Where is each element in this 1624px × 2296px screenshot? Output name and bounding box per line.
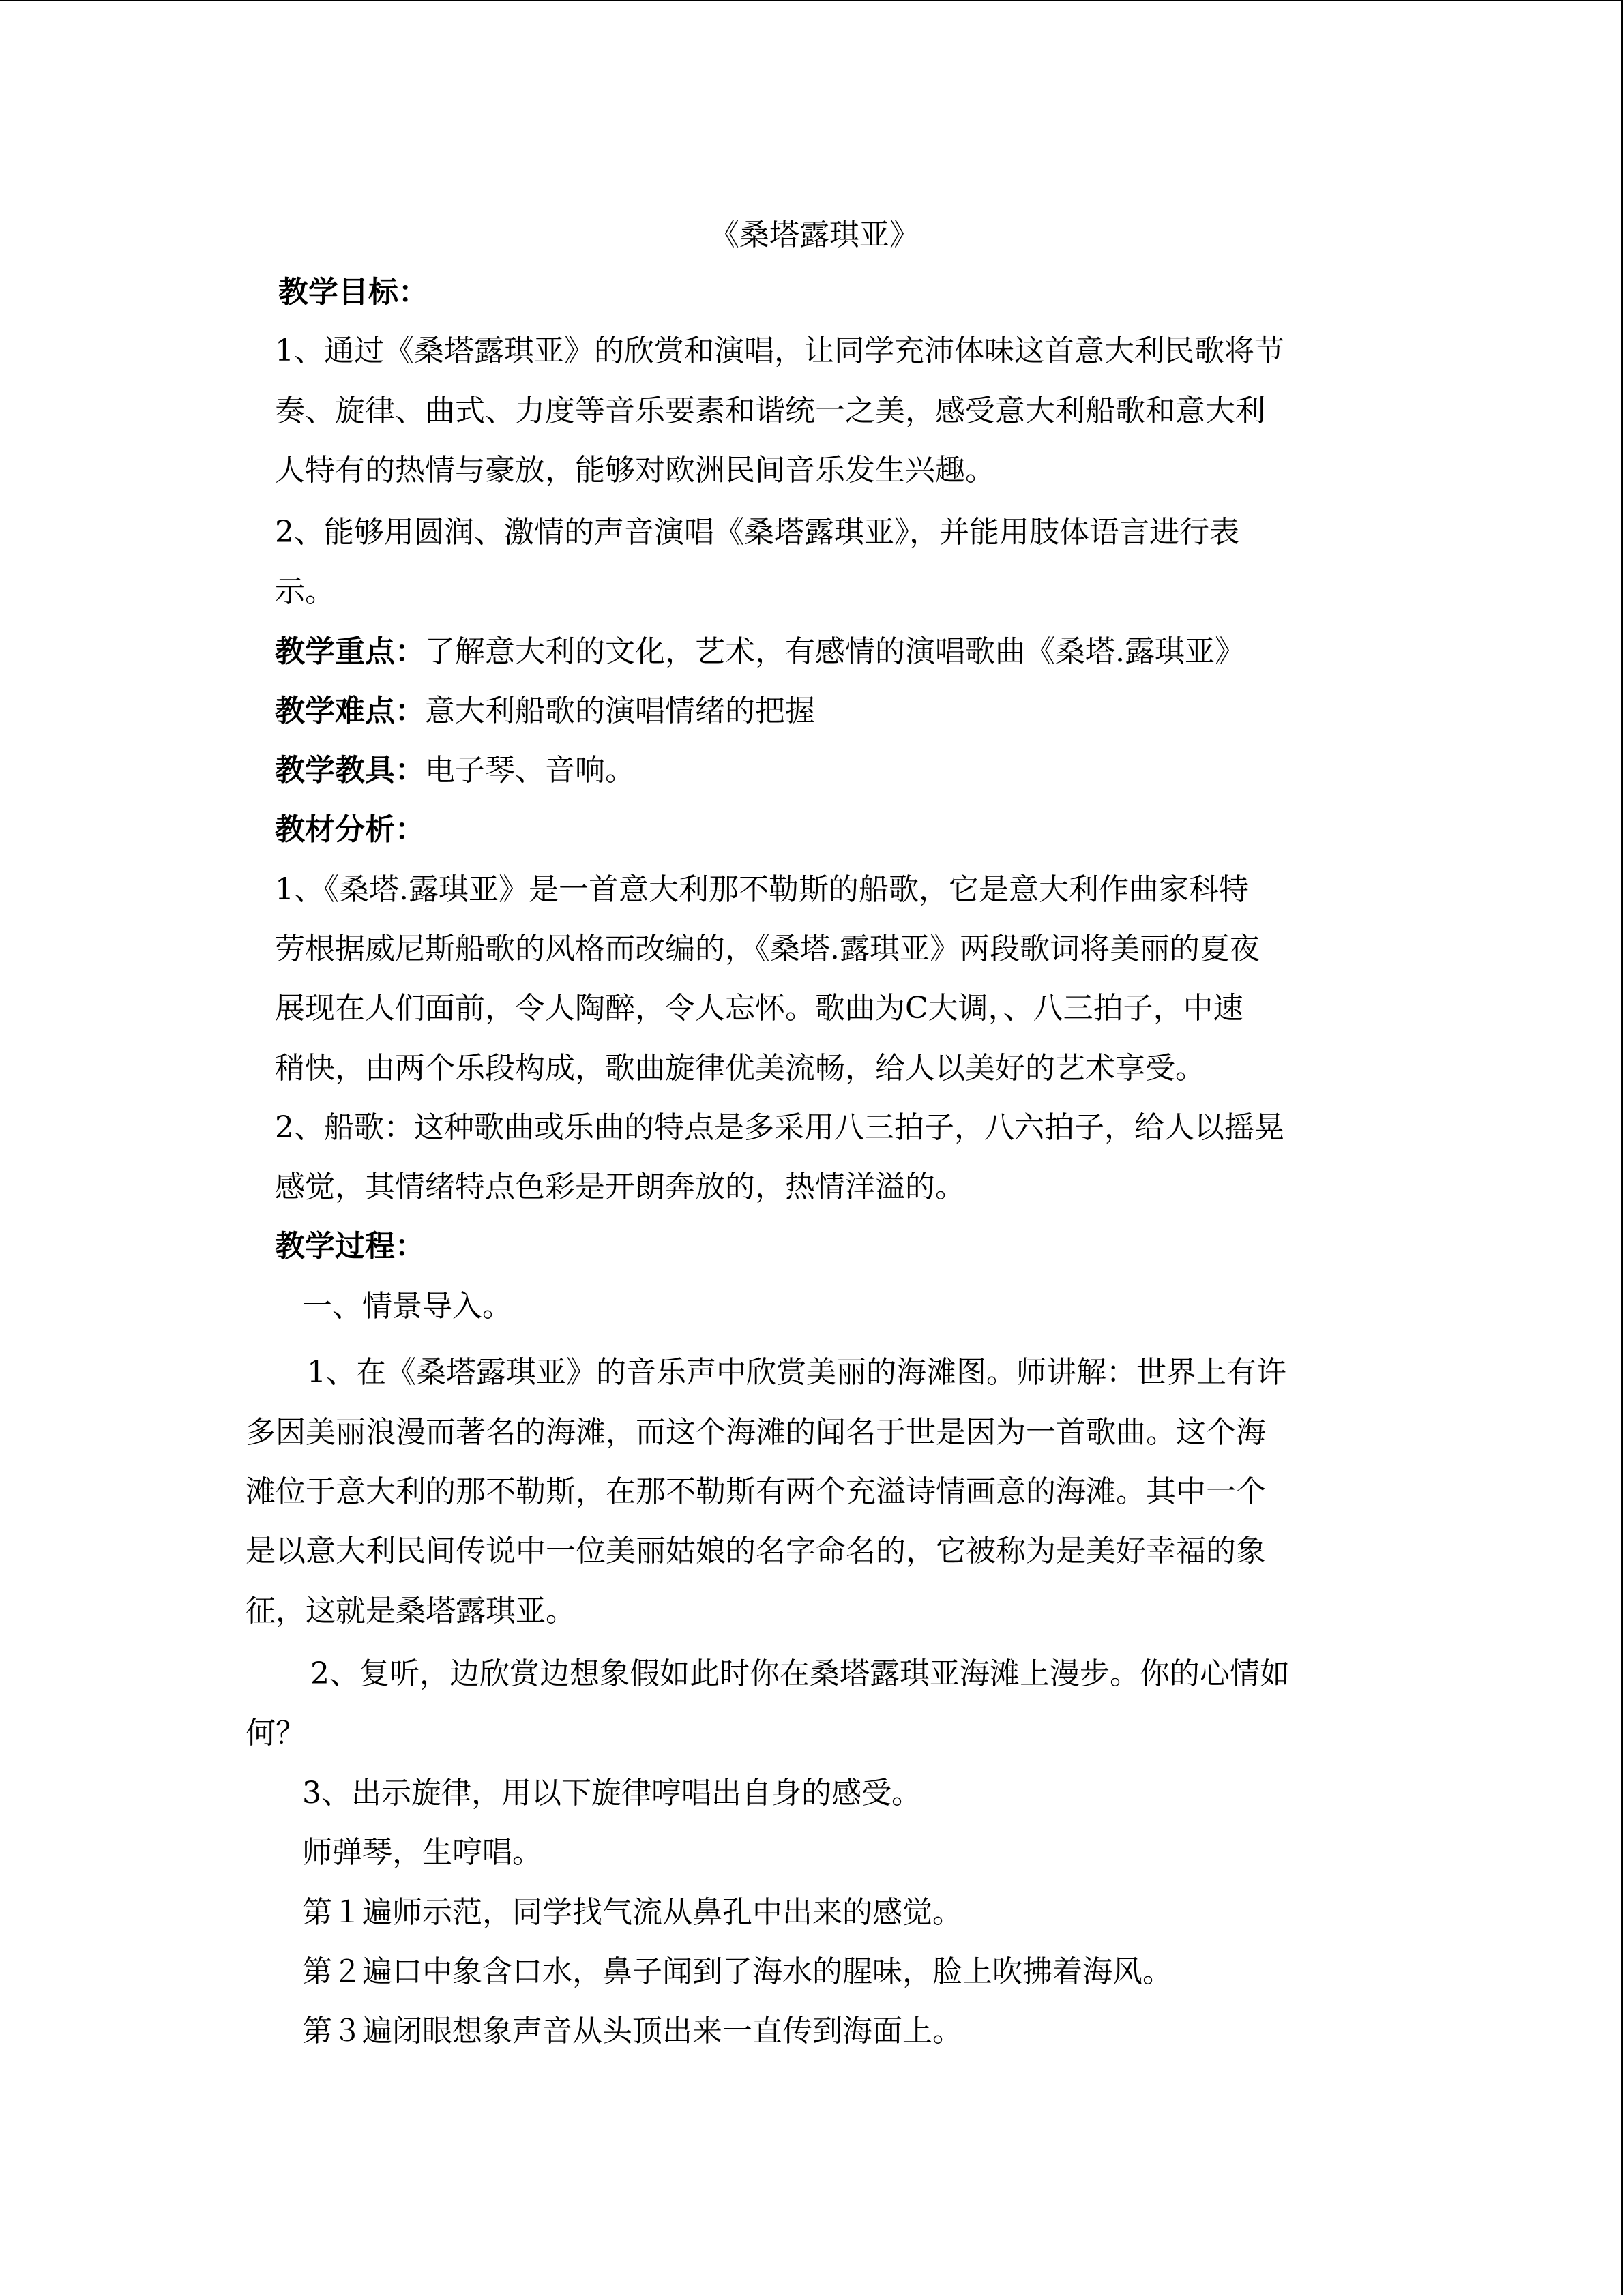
- step-2-line-1: 2、复听，边欣赏边想象假如此时你在桑塔露琪亚海滩上漫步。你的心情如: [310, 1656, 1290, 1691]
- difficulty-label: 教学难点：: [275, 694, 425, 728]
- objective-2-line-1: 2、能够用圆润、激情的声音演唱《桑塔露琪亚》，并能用肢体语言进行表: [275, 515, 1239, 550]
- objective-1-line-3: 人特有的热情与豪放，能够对欧洲民间音乐发生兴趣。: [275, 453, 995, 488]
- key-point-label: 教学重点：: [275, 634, 425, 669]
- key-point-row: [275, 631, 1245, 672]
- tools-text: 电子琴、音响。: [425, 753, 635, 788]
- teacher-note: 师弹琴，生哼唱。: [302, 1835, 542, 1870]
- difficulty-row: [275, 691, 815, 732]
- step-1-line-1: 1、在《桑塔露琪亚》的音乐声中欣赏美丽的海滩图。师讲解：世界上有许: [307, 1355, 1286, 1390]
- tools-label: 教学教具：: [275, 753, 425, 788]
- process-section-1: 一、情景导入。: [302, 1289, 512, 1324]
- step-1-line-5: 征，这就是桑塔露琪亚。: [246, 1594, 576, 1628]
- objectives-heading: 教学目标：: [278, 275, 428, 310]
- difficulty-text: 意大利船歌的演唱情绪的把握: [425, 694, 815, 728]
- step-3: 3、出示旋律，用以下旋律哼唱出自身的感受。: [302, 1776, 921, 1810]
- document-title: 《桑塔露琪亚》: [709, 218, 919, 252]
- process-heading: 教学过程：: [275, 1229, 425, 1264]
- step-1-line-4: 是以意大利民间传说中一位美丽姑娘的名字命名的，它被称为是美好幸福的象: [246, 1534, 1266, 1568]
- analysis-1-line-2: 劳根据威尼斯船歌的风格而改编的，《桑塔.露琪亚》两段歌词将美丽的夏夜: [275, 931, 1260, 966]
- pass-2: 第２遍口中象含口水，鼻子闻到了海水的腥味，脸上吹拂着海风。: [302, 1954, 1172, 1989]
- analysis-1-line-4: 稍快，由两个乐段构成，歌曲旋律优美流畅，给人以美好的艺术享受。: [275, 1051, 1205, 1086]
- pass-3: 第３遍闭眼想象声音从头顶出来一直传到海面上。: [302, 2014, 962, 2048]
- analysis-heading: 教材分析：: [275, 812, 425, 847]
- pass-1: 第１遍师示范，同学找气流从鼻孔中出来的感觉。: [302, 1895, 962, 1930]
- tools-row: [275, 750, 635, 791]
- analysis-1-line-3: 展现在人们面前，令人陶醉，令人忘怀。歌曲为C大调，、八三拍子，中速: [275, 991, 1243, 1026]
- objective-1-line-1: 1、通过《桑塔露琪亚》的欣赏和演唱，让同学充沛体味这首意大利民歌将节: [275, 333, 1284, 368]
- analysis-2-line-1: 2、船歌：这种歌曲或乐曲的特点是多采用八三拍子，八六拍子，给人以摇晃: [275, 1110, 1284, 1145]
- objective-1-line-2: 奏、旋律、曲式、力度等音乐要素和谐统一之美，感受意大利船歌和意大利: [275, 393, 1265, 428]
- objective-2-line-2: 示。: [275, 574, 335, 609]
- step-1-line-2: 多因美丽浪漫而著名的海滩，而这个海滩的闻名于世是因为一首歌曲。这个海: [246, 1415, 1266, 1450]
- analysis-1-line-1: 1、《桑塔.露琪亚》是一首意大利那不勒斯的船歌，它是意大利作曲家科特: [275, 872, 1249, 907]
- key-point-text: 了解意大利的文化，艺术，有感情的演唱歌曲《桑塔.露琪亚》: [425, 634, 1245, 669]
- step-1-line-3: 滩位于意大利的那不勒斯，在那不勒斯有两个充溢诗情画意的海滩。其中一个: [246, 1474, 1266, 1509]
- analysis-2-line-2: 感觉，其情绪特点色彩是开朗奔放的，热情洋溢的。: [275, 1169, 965, 1204]
- step-2-line-2: 何？: [246, 1716, 306, 1750]
